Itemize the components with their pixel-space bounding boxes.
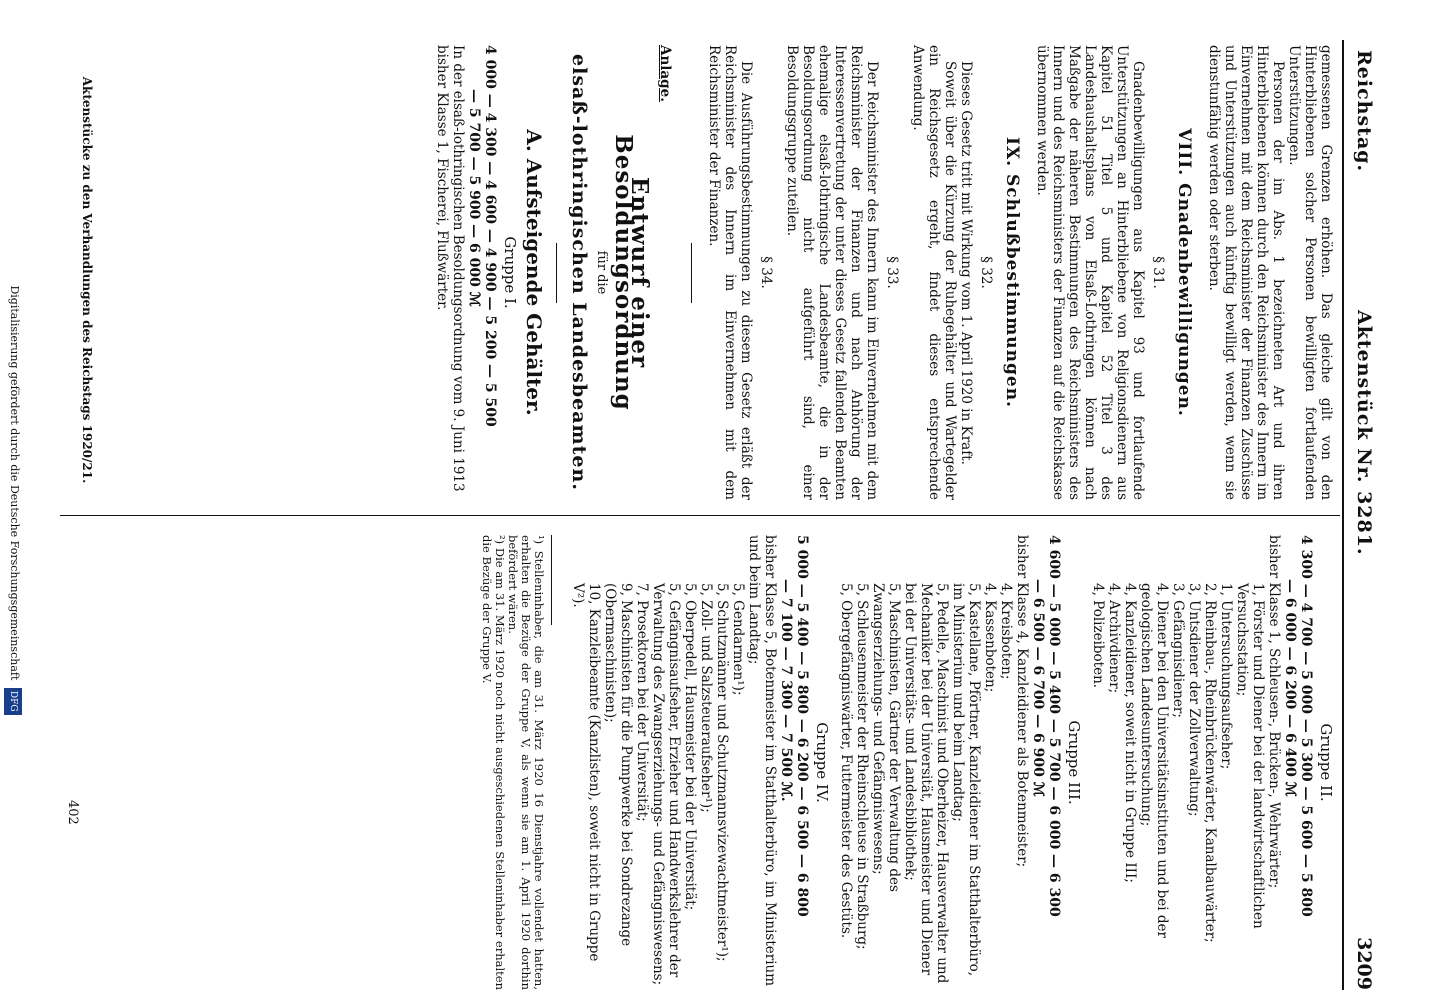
list-item: In der elsaß-lothringischen Besoldungsordnung vom 9. Juni 1913	[450, 45, 466, 492]
list-item: 10, Kanzleibeamte (Kanzlisten), soweit nicht in Gruppe V²).	[570, 583, 602, 962]
credit-text: Digitalisierung gefördert durch die Deutsche Forschungsgemeinschaft	[8, 285, 21, 681]
group-list	[570, 535, 778, 990]
list-item: 5, Oberpedell, Hausmeister bei der Universität;	[682, 583, 698, 911]
list-item: 5, Gefängnisaufseher, Erzieher und Handwerkslehrer der Verwaltung des Zwangserziehungs- und Gefängniswesens;	[650, 583, 682, 986]
annex-subtitle: elsaß-lothringischen Landesbeamten.	[568, 54, 590, 491]
salary-scale-continued: — 6 500 — 6 700 — 6 900 ℳ	[1030, 579, 1046, 797]
group-heading: Gruppe IV.	[813, 722, 831, 803]
section-heading: IX. Schlußbestimmungen.	[1002, 137, 1022, 408]
paragraph: Die Ausführungsbestimmungen zu diesem Gesetz erläßt der Reichsminister des Innern im Einvernehmen mit dem Reichsminister der Finanzen.	[706, 45, 754, 500]
annex-title-connector: für die	[594, 250, 609, 295]
paragraph-number: § 32.	[978, 256, 994, 289]
salary-scale: 4 300 — 4 700 — 5 000 — 5 300 — 5 600 — 5 800	[1298, 535, 1314, 917]
page-footer: Aktenstücke zu den Verhandlungen des Reichstags 1920/21.	[80, 76, 94, 484]
list-item: 3, Untsdiener der Zollverwaltung;	[1186, 583, 1202, 817]
paragraph: gemessenen Grenzen erhöhen. Das gleiche gilt von den Hinterbliebenen solcher Personen bewilligten fortlaufenden Unterstützungen.	[1286, 45, 1334, 500]
digitization-credit	[4, 0, 22, 1000]
list-item: 3, Gefängnisdiener;	[1170, 583, 1186, 718]
annex-label: Anlage.	[657, 45, 673, 102]
footnote-rule	[551, 535, 552, 625]
paragraph: Gnadenbewilligungen aus Kapitel 93 und fortlaufende Unterstützungen an Hinterbliebene von Religionsdienern aus Kapitel 51 Titel 5 und Kapitel 52 Titel 3 des Landeshaushaltsplans von Elsaß-Lothringen können nach Maßgabe der näheren Bestimmungen des Reichsministers des Innern und des Reichsministers der Finanzen auf die Reichskasse übernommen werden.	[1034, 45, 1146, 500]
list-item: 7, Prosektoren bei der Universität;	[634, 583, 650, 822]
group-list	[434, 45, 466, 500]
paragraph-number: § 31.	[1150, 256, 1166, 289]
group-heading: Gruppe II.	[1317, 723, 1335, 802]
document-page	[10, 0, 1390, 1000]
header-title: Aktenstück Nr. 3281.	[1353, 310, 1375, 556]
list-item: 5, Schutzmänner und Schutzmannsvizewachtmeister¹);	[714, 583, 730, 962]
paragraph-number: § 33.	[884, 256, 900, 289]
dfg-logo: DFG	[4, 688, 22, 715]
list-item: 5, Pedelle, Maschinist und Oberheizer, Hausverwalter und Mechaniker bei der Universität, Hausmeister und Diener bei der Universitäts- und Landesbibliothek;	[902, 583, 950, 984]
paragraph: Dieses Gesetz tritt mit Wirkung vom 1. April 1920 in Kraft.	[958, 61, 974, 465]
header-left: Reichstag.	[1353, 50, 1375, 173]
list-item: 5, Kastellane, Pförtner, Kanzleidiener im Statthalterbüro, im Ministerium und beim Landtag;	[950, 583, 982, 976]
list-item: 1, Förster und Diener bei der landwirtschaftlichen Versuchsstation;	[1234, 583, 1266, 929]
list-item: bisher Klasse 1, Schleusen-, Brücken-, Wehrwärter;	[1266, 535, 1282, 889]
header-rule	[1342, 40, 1344, 990]
divider	[556, 243, 557, 303]
section-heading: VIII. Gnadenbewilligungen.	[1174, 128, 1194, 417]
list-item: 5, Maschinisten, Gärtner der Verwaltung des Zwangserziehungs- und Gefängniswesens;	[870, 583, 902, 892]
salary-scale: 4 600 — 5 000 — 5 400 — 5 700 — 6 000 — 6 300	[1046, 535, 1062, 917]
list-item: 4, Diener bei den Universitätsinstituten und bei der geologischen Landesuntersuchung;	[1138, 583, 1170, 938]
footnote: ²) Die am 31. März 1920 noch nicht ausgeschiedenen Stelleninhaber erhalten die Bezüge der Gruppe V.	[480, 535, 507, 990]
divider	[691, 243, 692, 303]
group-heading: Gruppe I.	[501, 236, 519, 309]
list-item: bisher Klasse 4, Kanzleidiener als Botenmeister;	[1014, 535, 1030, 868]
group-heading: Gruppe III.	[1065, 720, 1083, 805]
list-item: 4, Kreisboten;	[998, 583, 1014, 680]
page-number-bottom: 402	[65, 800, 80, 825]
list-item: 4, Kanzleidiener, soweit nicht in Gruppe III;	[1122, 583, 1138, 883]
list-item: 5, Zoll- und Salzsteueraufseher¹);	[698, 583, 714, 813]
list-item: 9, Maschinisten für die Pumpwerke bei Sondrezange (Obermaschinisten);	[602, 583, 634, 947]
section-heading: A. Aufsteigende Gehälter.	[522, 129, 546, 416]
paragraph: Personen der im Abs. 1 bezeichneten Art und ihren Hinterbliebenen können durch den Reichsminister des Innern im Einvernehmen mit dem Reichsminister der Finanzen Zuschüsse und Unterstützungen auch künftig bewilligt werden, wenn sie dienstunfähig werden oder sterben.	[1206, 45, 1286, 500]
group-list	[1090, 535, 1282, 990]
list-item: 4, Archivdiener;	[1106, 583, 1122, 694]
left-column	[434, 45, 1334, 500]
salary-scale-continued: — 6 000 — 6 200 — 6 400 ℳ	[1282, 579, 1298, 797]
header-page-number: 3209	[1353, 937, 1375, 990]
list-item: 4, Kassenboten;	[982, 583, 998, 693]
list-item: 2, Rheinbau-, Rheinbrückenwärter, Kanalbauwärter;	[1202, 583, 1218, 943]
salary-scale: 4 000 — 4 300 — 4 600 — 4 900 — 5 200 — 5 500	[482, 45, 498, 427]
salary-scale: 5 000 — 5 400 — 5 800 — 6 200 — 6 500 — 6 800	[794, 535, 810, 917]
list-item: 5, Schleusenmeister der Rheinschleuse in Straßburg;	[854, 583, 870, 950]
list-item: 4, Polizeiboten.	[1090, 583, 1106, 689]
salary-scale-continued: — 7 100 — 7 300 — 7 500 ℳ.	[778, 579, 794, 802]
column-divider	[60, 515, 1340, 516]
salary-scale-continued: — 5 700 — 5 900 — 6 000 ℳ	[466, 89, 482, 307]
list-item: bisher Klasse 1, Fischerei, Flußwärter.	[434, 45, 450, 311]
paragraph: Soweit über die Kürzung der Ruhegehälter und Wartegelder ein Reichsgesetz ergeht, findet dieses entsprechende Anwendung.	[910, 45, 958, 500]
paragraph: Der Reichsminister des Innern kann im Einvernehmen mit dem Reichsminister der Finanzen und nach Anhörung der Interessenvertretung der unter dieses Gesetz fallenden Beamten ehemalige elsaß-lothringische Landesbeamte, die in der Besoldungsordnung nicht aufgeführt sind, einer Besoldungsgruppe zuteilen.	[784, 45, 880, 500]
right-column	[480, 535, 1334, 990]
paragraph-number: § 34.	[758, 256, 774, 289]
footnote: ¹) Stelleninhaber, die am 31. März 1920 16 Dienstjahre vollendet hatten, erhalten die Bezüge der Gruppe V, als wenn sie am 1. April 1920 dorthin befördert wären.	[506, 535, 546, 990]
list-item: bisher Klasse 5, Botenmeister im Statthalterbüro, im Ministerium und beim Landtag;	[746, 535, 778, 987]
annex-title: Entwurf einer Besoldungsordnung	[610, 134, 653, 411]
page-header	[1348, 40, 1375, 1000]
list-item: 1, Untersuchungsaufseher;	[1218, 583, 1234, 770]
group-list	[838, 535, 1030, 990]
list-item: 5, Obergefängniswärter, Futtermeister des Gestüts.	[838, 583, 854, 939]
list-item: 5, Gendarmen¹);	[730, 583, 746, 696]
